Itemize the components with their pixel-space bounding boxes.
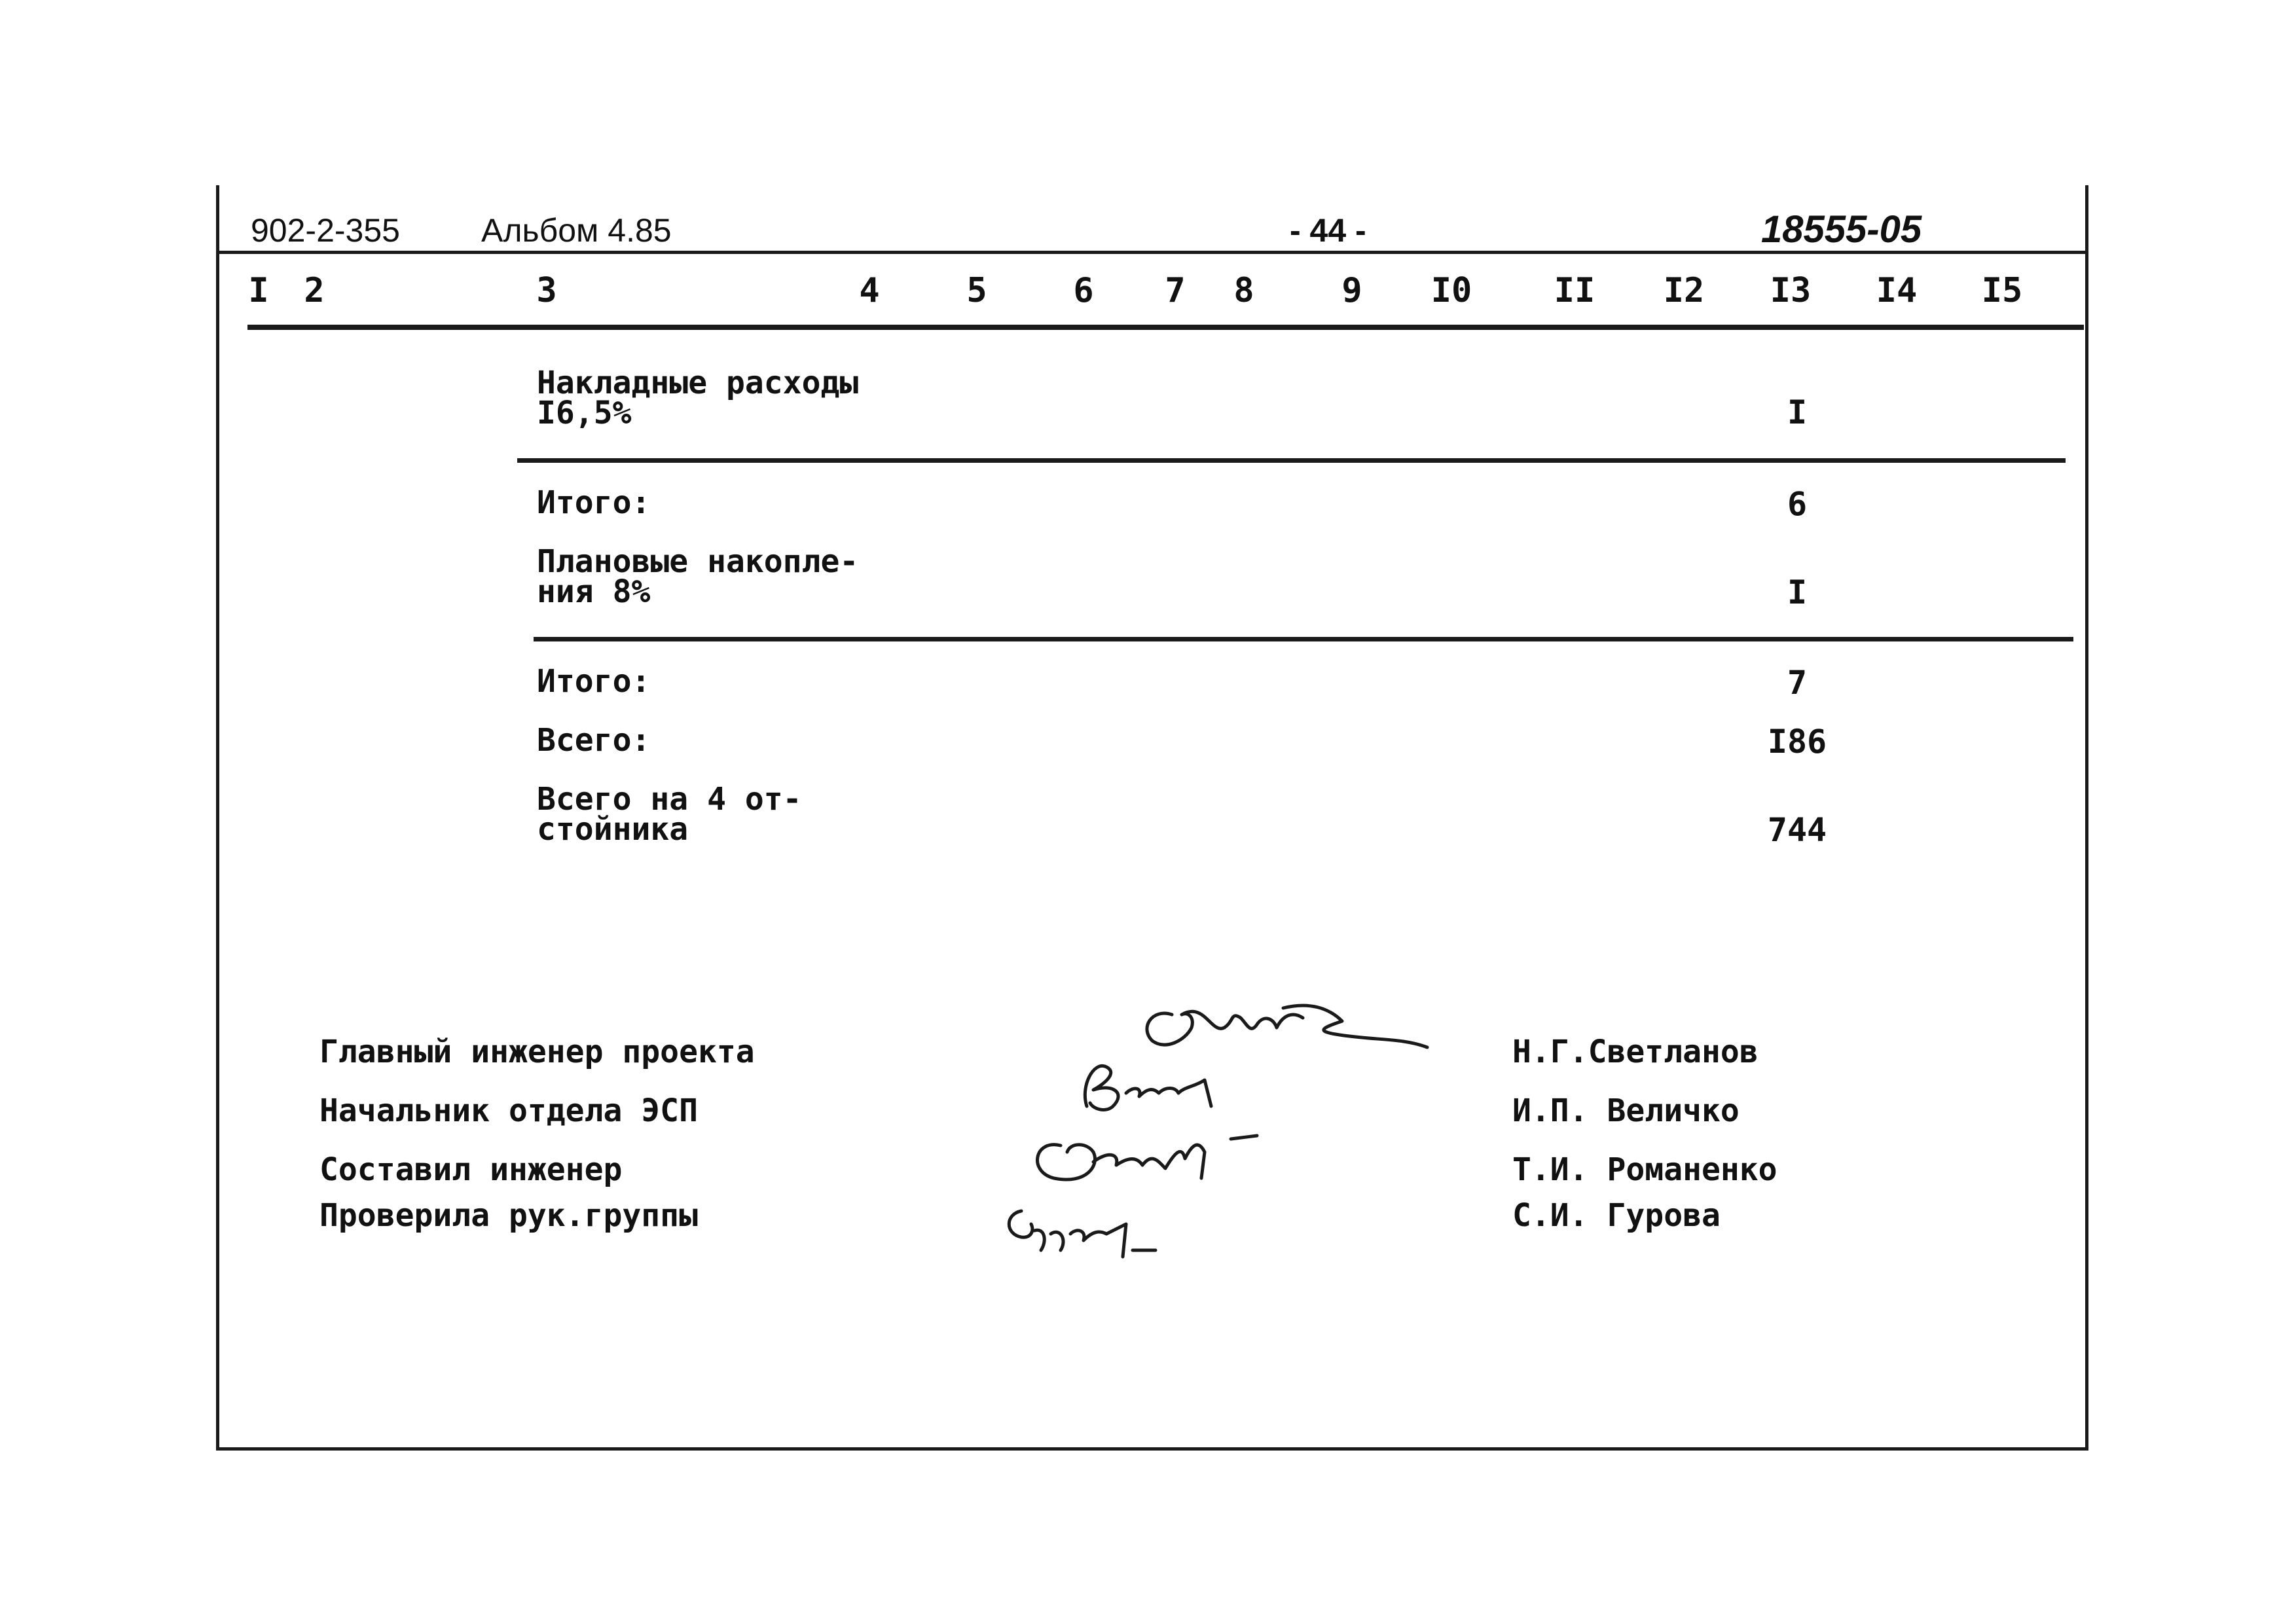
col-10: I0 (1430, 271, 1472, 310)
name-compiler: Т.И. Романенко (1512, 1151, 1777, 1188)
name-chief-engineer: Н.Г.Светланов (1512, 1034, 1758, 1070)
subtotal2-label: Итого: (537, 663, 651, 700)
col-8: 8 (1233, 271, 1254, 310)
role-checker: Проверила рук.группы (319, 1197, 698, 1234)
col-5: 5 (966, 271, 987, 310)
overhead-value: I (1787, 393, 1808, 431)
total4-label: Всего на 4 от- стойника (537, 781, 802, 848)
total-value: I86 (1767, 723, 1827, 761)
role-compiler: Составил инженер (319, 1151, 623, 1188)
subtotal1-value: 6 (1787, 485, 1808, 523)
subtotal1-label: Итого: (537, 484, 651, 521)
col-11: II (1554, 271, 1595, 310)
col-6: 6 (1073, 271, 1094, 310)
col-14: I4 (1876, 271, 1918, 310)
col-9: 9 (1341, 271, 1362, 310)
column-header-rule (247, 325, 2084, 330)
savings-value: I (1787, 573, 1808, 611)
total4-value: 744 (1767, 811, 1827, 849)
subtotal2-value: 7 (1787, 664, 1808, 702)
subtotal1-rule (517, 458, 2066, 463)
savings-label: Плановые накопле- ния 8% (537, 543, 859, 610)
overhead-label: Накладные расходы I6,5% (537, 365, 859, 431)
signature-gurova (995, 1191, 1192, 1263)
signature-romanenko (1021, 1113, 1296, 1198)
doc-code: 902-2-355 (251, 212, 400, 249)
subtotal2-rule (534, 637, 2073, 641)
page-number: - 44 - (1290, 212, 1366, 249)
col-2: 2 (304, 271, 325, 310)
col-3: 3 (536, 271, 557, 310)
col-12: I2 (1663, 271, 1705, 310)
role-department-head: Начальник отдела ЭСП (319, 1092, 698, 1129)
album-label: Альбом 4.85 (481, 212, 672, 249)
name-department-head: И.П. Величко (1512, 1092, 1740, 1129)
signature-velichko (1074, 1047, 1244, 1119)
total-label: Всего: (537, 722, 651, 759)
name-checker: С.И. Гурова (1512, 1197, 1721, 1234)
col-13: I3 (1770, 271, 1812, 310)
col-15: I5 (1981, 271, 2023, 310)
inventory-number: 18555-05 (1761, 208, 1922, 251)
role-chief-engineer: Главный инженер проекта (319, 1034, 755, 1070)
col-7: 7 (1165, 271, 1186, 310)
header-rule (216, 251, 2088, 254)
col-4: 4 (859, 271, 880, 310)
col-1: I (248, 271, 269, 310)
